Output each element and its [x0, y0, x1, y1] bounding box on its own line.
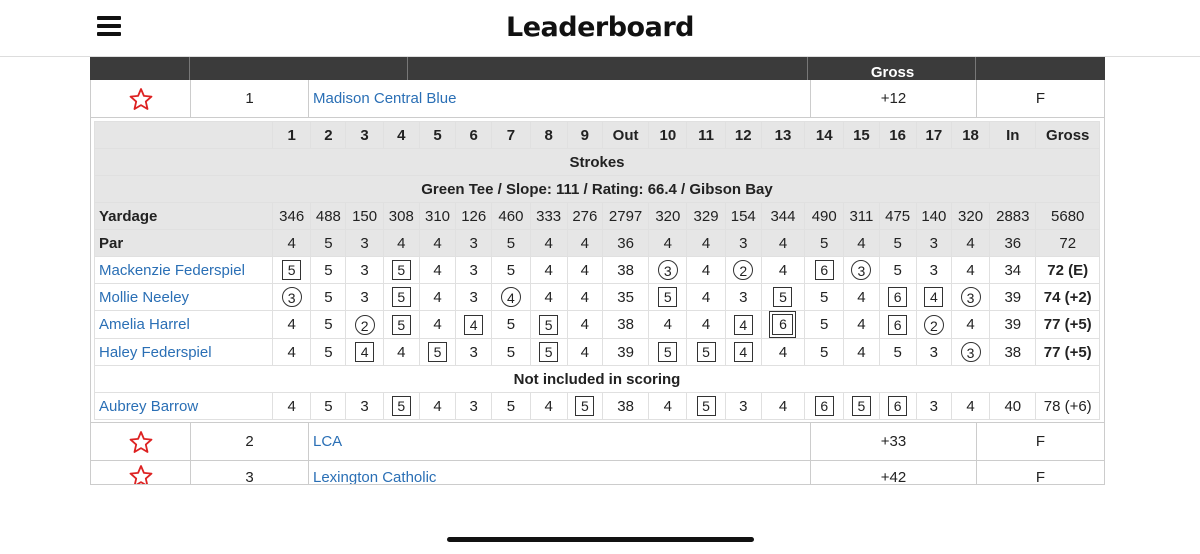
par-value: 3: [456, 230, 492, 257]
yardage-value: 140: [916, 203, 951, 230]
yardage-value: 490: [805, 203, 844, 230]
team-gross: +33: [811, 423, 977, 460]
hole-header: 4: [383, 122, 419, 149]
hole-header: 12: [725, 122, 761, 149]
score-cell: 4: [567, 311, 602, 339]
par-value: 4: [951, 230, 989, 257]
tee-info: Green Tee / Slope: 111 / Rating: 66.4 / Gibson Bay: [95, 176, 1100, 203]
favorite-cell: [91, 80, 191, 117]
bogey-score: 4: [734, 342, 753, 362]
team-name-link[interactable]: LCA: [309, 423, 811, 460]
par-value: 4: [844, 230, 879, 257]
bogey-score: 5: [658, 342, 677, 362]
score-cell: 4: [951, 257, 989, 284]
par-value: 4: [383, 230, 419, 257]
hole-header: 17: [916, 122, 951, 149]
score-cell: [346, 339, 383, 366]
bogey-score: 5: [852, 396, 871, 416]
par-value: 3: [916, 230, 951, 257]
score-cell: 4: [687, 257, 725, 284]
player-name-link[interactable]: Haley Federspiel: [95, 339, 273, 366]
score-cell: [805, 257, 844, 284]
team-pos: 2: [191, 423, 309, 460]
score-cell: 4: [273, 339, 311, 366]
par-value: 5: [879, 230, 916, 257]
score-cell: 5: [805, 339, 844, 366]
par-value: 3: [725, 230, 761, 257]
yardage-value: 2883: [990, 203, 1036, 230]
yardage-value: 346: [273, 203, 311, 230]
team-thru: F: [1035, 433, 1046, 450]
score-cell: [273, 257, 311, 284]
score-cell: 3: [916, 257, 951, 284]
score-cell: 78 (+6): [1036, 393, 1100, 420]
score-cell: [916, 311, 951, 339]
score-cell: 3: [346, 257, 383, 284]
double-bogey-frame: [769, 311, 796, 338]
hole-header: 9: [567, 122, 602, 149]
score-cell: 4: [844, 284, 879, 311]
double-bogey-score: 6: [772, 314, 793, 335]
score-cell: 4: [383, 339, 419, 366]
birdie-score: 3: [851, 260, 871, 280]
yardage-value: 320: [951, 203, 989, 230]
par-value: 5: [311, 230, 346, 257]
score-cell: [687, 339, 725, 366]
team-thru: F: [1035, 90, 1046, 107]
yardage-value: 475: [879, 203, 916, 230]
yardage-value: 460: [492, 203, 530, 230]
top-bar: [0, 0, 1200, 57]
birdie-score: 3: [961, 342, 981, 362]
star-icon[interactable]: [129, 430, 153, 454]
score-cell: [879, 311, 916, 339]
thru-column-header: [976, 56, 1105, 80]
score-cell: 38: [602, 257, 648, 284]
player-row: [95, 311, 1100, 339]
bogey-score: 4: [924, 287, 943, 307]
player-row: [95, 284, 1100, 311]
score-cell: [383, 284, 419, 311]
score-cell: 38: [602, 393, 648, 420]
team-name-link[interactable]: Lexington Catholic: [309, 461, 811, 485]
yardage-value: 488: [311, 203, 346, 230]
score-cell: 3: [725, 284, 761, 311]
bogey-score: 4: [464, 315, 483, 335]
score-cell: 4: [649, 393, 687, 420]
yardage-value: 320: [649, 203, 687, 230]
bogey-score: 6: [815, 260, 834, 280]
not-included-label: Not included in scoring: [95, 366, 1100, 393]
birdie-score: 2: [355, 315, 375, 335]
score-cell: [761, 311, 804, 339]
score-cell: 3: [346, 393, 383, 420]
score-cell: [725, 311, 761, 339]
team-column-header: [308, 56, 808, 80]
score-cell: [649, 284, 687, 311]
score-cell: 3: [725, 393, 761, 420]
par-value: 4: [761, 230, 804, 257]
par-value: 4: [687, 230, 725, 257]
page-title: Leaderboard: [506, 12, 694, 43]
bogey-score: 5: [697, 396, 716, 416]
score-cell: 5: [311, 311, 346, 339]
score-cell: 4: [567, 339, 602, 366]
player-row: [95, 393, 1100, 420]
bogey-score: 5: [539, 315, 558, 335]
gross-column-label: Gross: [870, 64, 915, 80]
home-indicator: [447, 537, 754, 542]
hole-header: 7: [492, 122, 530, 149]
score-cell: [346, 311, 383, 339]
score-cell: 35: [602, 284, 648, 311]
score-cell: [879, 284, 916, 311]
yardage-value: 308: [383, 203, 419, 230]
yardage-value: 310: [419, 203, 455, 230]
score-cell: 3: [916, 393, 951, 420]
score-cell: [761, 284, 804, 311]
team-row[interactable]: [90, 80, 1105, 118]
score-cell: [725, 339, 761, 366]
score-cell: 4: [567, 257, 602, 284]
score-cell: 4: [951, 311, 989, 339]
hole-header: 13: [761, 122, 804, 149]
hole-header: 15: [844, 122, 879, 149]
score-cell: [805, 393, 844, 420]
star-icon[interactable]: [129, 87, 153, 111]
bogey-score: 5: [575, 396, 594, 416]
bogey-score: 5: [392, 260, 411, 280]
score-cell: 5: [879, 339, 916, 366]
score-cell: 5: [805, 311, 844, 339]
team-name-link[interactable]: Madison Central Blue: [309, 80, 811, 117]
score-cell: 34: [990, 257, 1036, 284]
score-cell: [383, 257, 419, 284]
score-cell: 4: [844, 311, 879, 339]
hole-header: 6: [456, 122, 492, 149]
score-cell: 5: [492, 393, 530, 420]
score-cell: [844, 257, 879, 284]
team-pos: 3: [191, 461, 309, 485]
score-cell: 74 (+2): [1036, 284, 1100, 311]
score-cell: 4: [530, 284, 567, 311]
bogey-score: 5: [392, 287, 411, 307]
yardage-value: 344: [761, 203, 804, 230]
score-cell: 5: [311, 257, 346, 284]
score-cell: 4: [419, 284, 455, 311]
yardage-row: [95, 203, 1100, 230]
bogey-score: 4: [355, 342, 374, 362]
hole-header: 11: [687, 122, 725, 149]
score-cell: 4: [530, 393, 567, 420]
yardage-value: 276: [567, 203, 602, 230]
favorite-cell: [91, 423, 191, 460]
par-value: 5: [492, 230, 530, 257]
hole-header: Gross: [1036, 122, 1100, 149]
yardage-value: 2797: [602, 203, 648, 230]
score-cell: 4: [419, 311, 455, 339]
score-cell: 4: [530, 257, 567, 284]
score-cell: [844, 393, 879, 420]
yardage-value: 126: [456, 203, 492, 230]
par-value: 36: [602, 230, 648, 257]
hole-header: 8: [530, 122, 567, 149]
score-cell: [725, 257, 761, 284]
tee-info-row: [95, 176, 1100, 203]
score-cell: [383, 311, 419, 339]
par-value: 4: [649, 230, 687, 257]
score-cell: 39: [990, 284, 1036, 311]
birdie-score: 4: [501, 287, 521, 307]
score-cell: [649, 339, 687, 366]
par-value: 4: [530, 230, 567, 257]
bogey-score: 5: [539, 342, 558, 362]
score-cell: [649, 257, 687, 284]
bogey-score: 6: [815, 396, 834, 416]
hole-header: In: [990, 122, 1036, 149]
bogey-score: 4: [734, 315, 753, 335]
strokes-row: [95, 149, 1100, 176]
team-scorecard: [90, 118, 1105, 422]
score-cell: 4: [273, 311, 311, 339]
score-cell: 5: [805, 284, 844, 311]
par-value: 36: [990, 230, 1036, 257]
score-cell: [273, 284, 311, 311]
team-thru: F: [1035, 469, 1046, 485]
hole-header: 16: [879, 122, 916, 149]
player-row: [95, 339, 1100, 366]
par-value: 3: [346, 230, 383, 257]
score-cell: 4: [761, 257, 804, 284]
score-cell: 3: [456, 257, 492, 284]
score-cell: [383, 393, 419, 420]
score-cell: 5: [492, 339, 530, 366]
team-gross: +42: [811, 461, 977, 485]
score-cell: 3: [916, 339, 951, 366]
par-label: Par: [95, 230, 273, 257]
birdie-score: 3: [658, 260, 678, 280]
bogey-score: 6: [888, 315, 907, 335]
favorite-cell: [91, 461, 191, 485]
hole-header: 10: [649, 122, 687, 149]
score-cell: 77 (+5): [1036, 311, 1100, 339]
score-cell: [530, 311, 567, 339]
team-row[interactable]: [90, 422, 1105, 461]
team-pos: 1: [191, 80, 309, 117]
par-value: 4: [567, 230, 602, 257]
yardage-value: 333: [530, 203, 567, 230]
score-cell: 5: [492, 311, 530, 339]
score-cell: 4: [844, 339, 879, 366]
score-cell: 4: [951, 393, 989, 420]
par-value: 4: [419, 230, 455, 257]
score-cell: 3: [456, 284, 492, 311]
hole-header: Out: [602, 122, 648, 149]
gross-column-header: [810, 56, 976, 80]
score-cell: [530, 339, 567, 366]
hole-header: 1: [273, 122, 311, 149]
leaderboard: [90, 56, 1105, 485]
holes-row: [95, 122, 1100, 149]
yardage-value: 154: [725, 203, 761, 230]
score-cell: 4: [419, 393, 455, 420]
score-cell: 40: [990, 393, 1036, 420]
bogey-score: 5: [392, 315, 411, 335]
score-cell: 5: [311, 393, 346, 420]
bogey-score: 5: [773, 287, 792, 307]
score-cell: 4: [687, 284, 725, 311]
birdie-score: 3: [282, 287, 302, 307]
team-row[interactable]: [90, 461, 1105, 485]
hole-header: 2: [311, 122, 346, 149]
score-cell: 38: [602, 311, 648, 339]
scorecard-table: [94, 121, 1100, 420]
strokes-label: Strokes: [95, 149, 1100, 176]
hole-header: 3: [346, 122, 383, 149]
par-value: 72: [1036, 230, 1100, 257]
player-name-link[interactable]: Mackenzie Federspiel: [95, 257, 273, 284]
score-cell: 3: [346, 284, 383, 311]
bogey-score: 5: [658, 287, 677, 307]
bogey-score: 5: [428, 342, 447, 362]
bogey-score: 6: [888, 396, 907, 416]
score-cell: [687, 393, 725, 420]
score-cell: 39: [990, 311, 1036, 339]
score-cell: 5: [311, 284, 346, 311]
score-cell: 4: [419, 257, 455, 284]
score-cell: [419, 339, 455, 366]
par-value: 4: [273, 230, 311, 257]
birdie-score: 2: [733, 260, 753, 280]
yardage-value: 5680: [1036, 203, 1100, 230]
player-name-link[interactable]: Mollie Neeley: [95, 284, 273, 311]
par-value: 5: [805, 230, 844, 257]
player-name-link[interactable]: Amelia Harrel: [95, 311, 273, 339]
player-name-link[interactable]: Aubrey Barrow: [95, 393, 273, 420]
score-cell: 4: [273, 393, 311, 420]
score-cell: [567, 393, 602, 420]
score-cell: 5: [311, 339, 346, 366]
star-icon[interactable]: [129, 464, 153, 485]
yardage-label: Yardage: [95, 203, 273, 230]
birdie-score: 3: [961, 287, 981, 307]
score-cell: 4: [687, 311, 725, 339]
yardage-value: 329: [687, 203, 725, 230]
leaderboard-header: [90, 56, 1105, 80]
score-cell: 5: [492, 257, 530, 284]
score-cell: 38: [990, 339, 1036, 366]
birdie-score: 2: [924, 315, 944, 335]
team-gross: +12: [811, 80, 977, 117]
score-cell: 4: [567, 284, 602, 311]
favorite-column-header: [90, 56, 190, 80]
score-cell: [492, 284, 530, 311]
score-cell: 77 (+5): [1036, 339, 1100, 366]
hole-header: 14: [805, 122, 844, 149]
score-cell: [456, 311, 492, 339]
score-cell: [879, 393, 916, 420]
bogey-score: 6: [888, 287, 907, 307]
score-cell: 4: [761, 339, 804, 366]
hole-header: 18: [951, 122, 989, 149]
not-included-row: [95, 366, 1100, 393]
score-cell: [951, 284, 989, 311]
score-cell: 5: [879, 257, 916, 284]
score-cell: 72 (E): [1036, 257, 1100, 284]
yardage-value: 150: [346, 203, 383, 230]
yardage-value: 311: [844, 203, 879, 230]
bogey-score: 5: [392, 396, 411, 416]
score-cell: 4: [761, 393, 804, 420]
score-cell: [916, 284, 951, 311]
score-cell: 3: [456, 339, 492, 366]
par-row: [95, 230, 1100, 257]
score-cell: 39: [602, 339, 648, 366]
hole-header: 5: [419, 122, 455, 149]
corner-cell: [95, 122, 273, 149]
bogey-score: 5: [282, 260, 301, 280]
player-row: [95, 257, 1100, 284]
score-cell: [951, 339, 989, 366]
score-cell: 4: [649, 311, 687, 339]
bogey-score: 5: [697, 342, 716, 362]
score-cell: 3: [456, 393, 492, 420]
